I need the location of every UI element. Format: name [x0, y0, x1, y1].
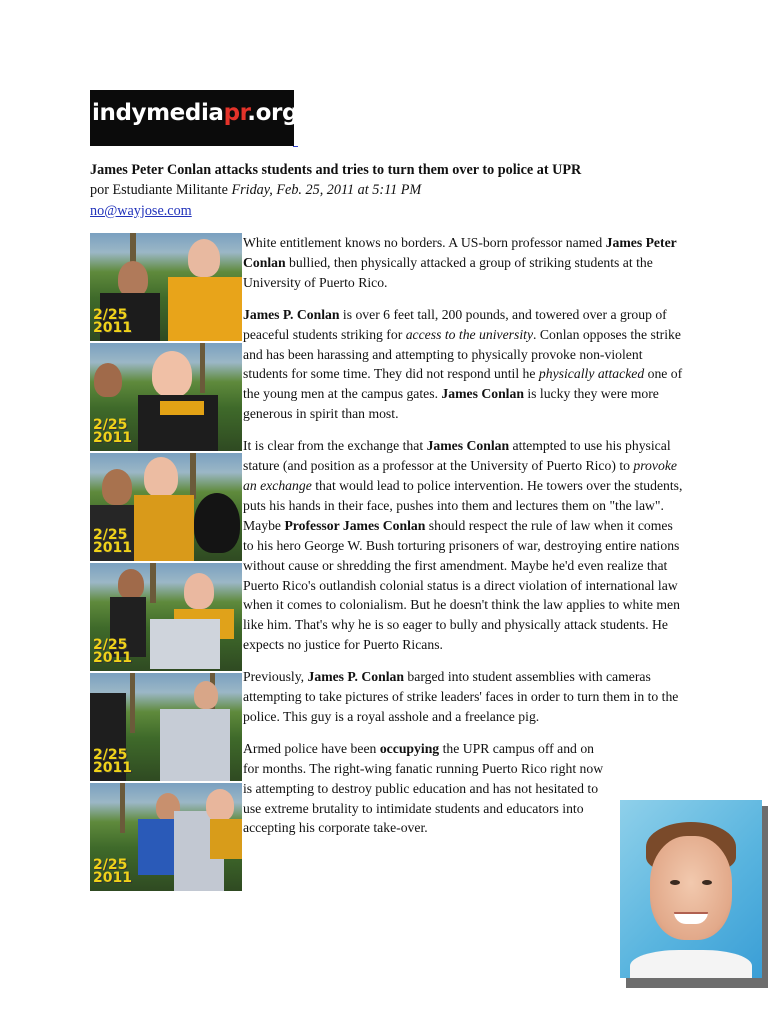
photo-frame-3 — [90, 453, 242, 561]
photo-watermark: 2/25 2011 — [93, 637, 132, 666]
article-body — [243, 233, 683, 850]
paragraph-2: James P. Conlan is over 6 feet tall, 200 pounds, and towered over a group of peaceful students striking for access to the university. Conlan opposes the strike and has been harassing and attempting to physically provoke non-violent students for some time. They did not respond until he physically attacked one of the young men at the campus gates. James Conlan is lucky they were more generous in spirit than most. — [243, 306, 683, 422]
photo-frame-1 — [90, 233, 242, 341]
photo-watermark: 2/25 2011 — [93, 527, 132, 556]
photo-frame-4 — [90, 563, 242, 671]
logo-text-pr: pr — [223, 100, 248, 126]
indymediapr-logo[interactable] — [90, 90, 299, 146]
photo-frame-2 — [90, 343, 242, 451]
paragraph-4: Previously, James P. Conlan barged into student assemblies with cameras attempting to take pictures of strike leaders' faces in order to turn them in to the police. This guy is a royal asshole and a freelance pig. — [243, 669, 679, 724]
paragraph-5: Armed police have been occupying the UPR campus off and on for months. The right-wing fanatic running Puerto Rico right now is attempting to destroy public education and has not hesitated to use extreme brutality to intimidate students and educators into accepting his corporate take-over. — [243, 740, 604, 836]
logo-link-underline — [293, 146, 298, 147]
photo-watermark: 2/25 2011 — [93, 747, 132, 776]
photo-frame-6 — [90, 783, 242, 891]
article-title: James Peter Conlan attacks students and tries to turn them over to police at UPR — [90, 162, 582, 178]
photo-watermark: 2/25 2011 — [93, 417, 132, 446]
photo-frame-5 — [90, 673, 242, 781]
logo-text-org: .org — [247, 100, 299, 126]
photo-strip — [90, 233, 242, 893]
photo-watermark: 2/25 2011 — [93, 857, 132, 886]
byline-author: por Estudiante Militante — [90, 182, 232, 198]
paragraph-3: It is clear from the exchange that James Conlan attempted to use his physical stature (and position as a professor at the University of Puerto Rico) to provoke an exchange that would lead to police intervention. He towers over the students, puts his hands in their face, pushes into them and lectures them on "the law". Maybe Professor James Conlan should respect the rule of law when it comes to his hero George W. Bush torturing prisoners of war, destroying entire nations without cause or shredding the first amendment. Maybe he'd even realize that Puerto Rico's outlandish colonial status is a direct violation of international law when it comes to colonialism. But he doesn't think the law applies to white men like him. That's why he is so eager to bully and physically attack students. He expects no justice for Puerto Ricans. — [243, 438, 683, 653]
logo-text-indymedia: indymedia — [92, 100, 224, 126]
paragraph-1: White entitlement knows no borders. A US-born professor named James Peter Conlan bullied, then physically attacked a group of striking students at the University of Puerto Rico. — [243, 235, 677, 290]
author-email-link[interactable]: no@wayjose.com — [90, 203, 192, 219]
byline-date: Friday, Feb. 25, 2011 at 5:11 PM — [231, 182, 422, 198]
photo-watermark: 2/25 2011 — [93, 307, 132, 336]
article-byline — [90, 182, 421, 199]
professor-portrait-photo — [620, 800, 762, 978]
